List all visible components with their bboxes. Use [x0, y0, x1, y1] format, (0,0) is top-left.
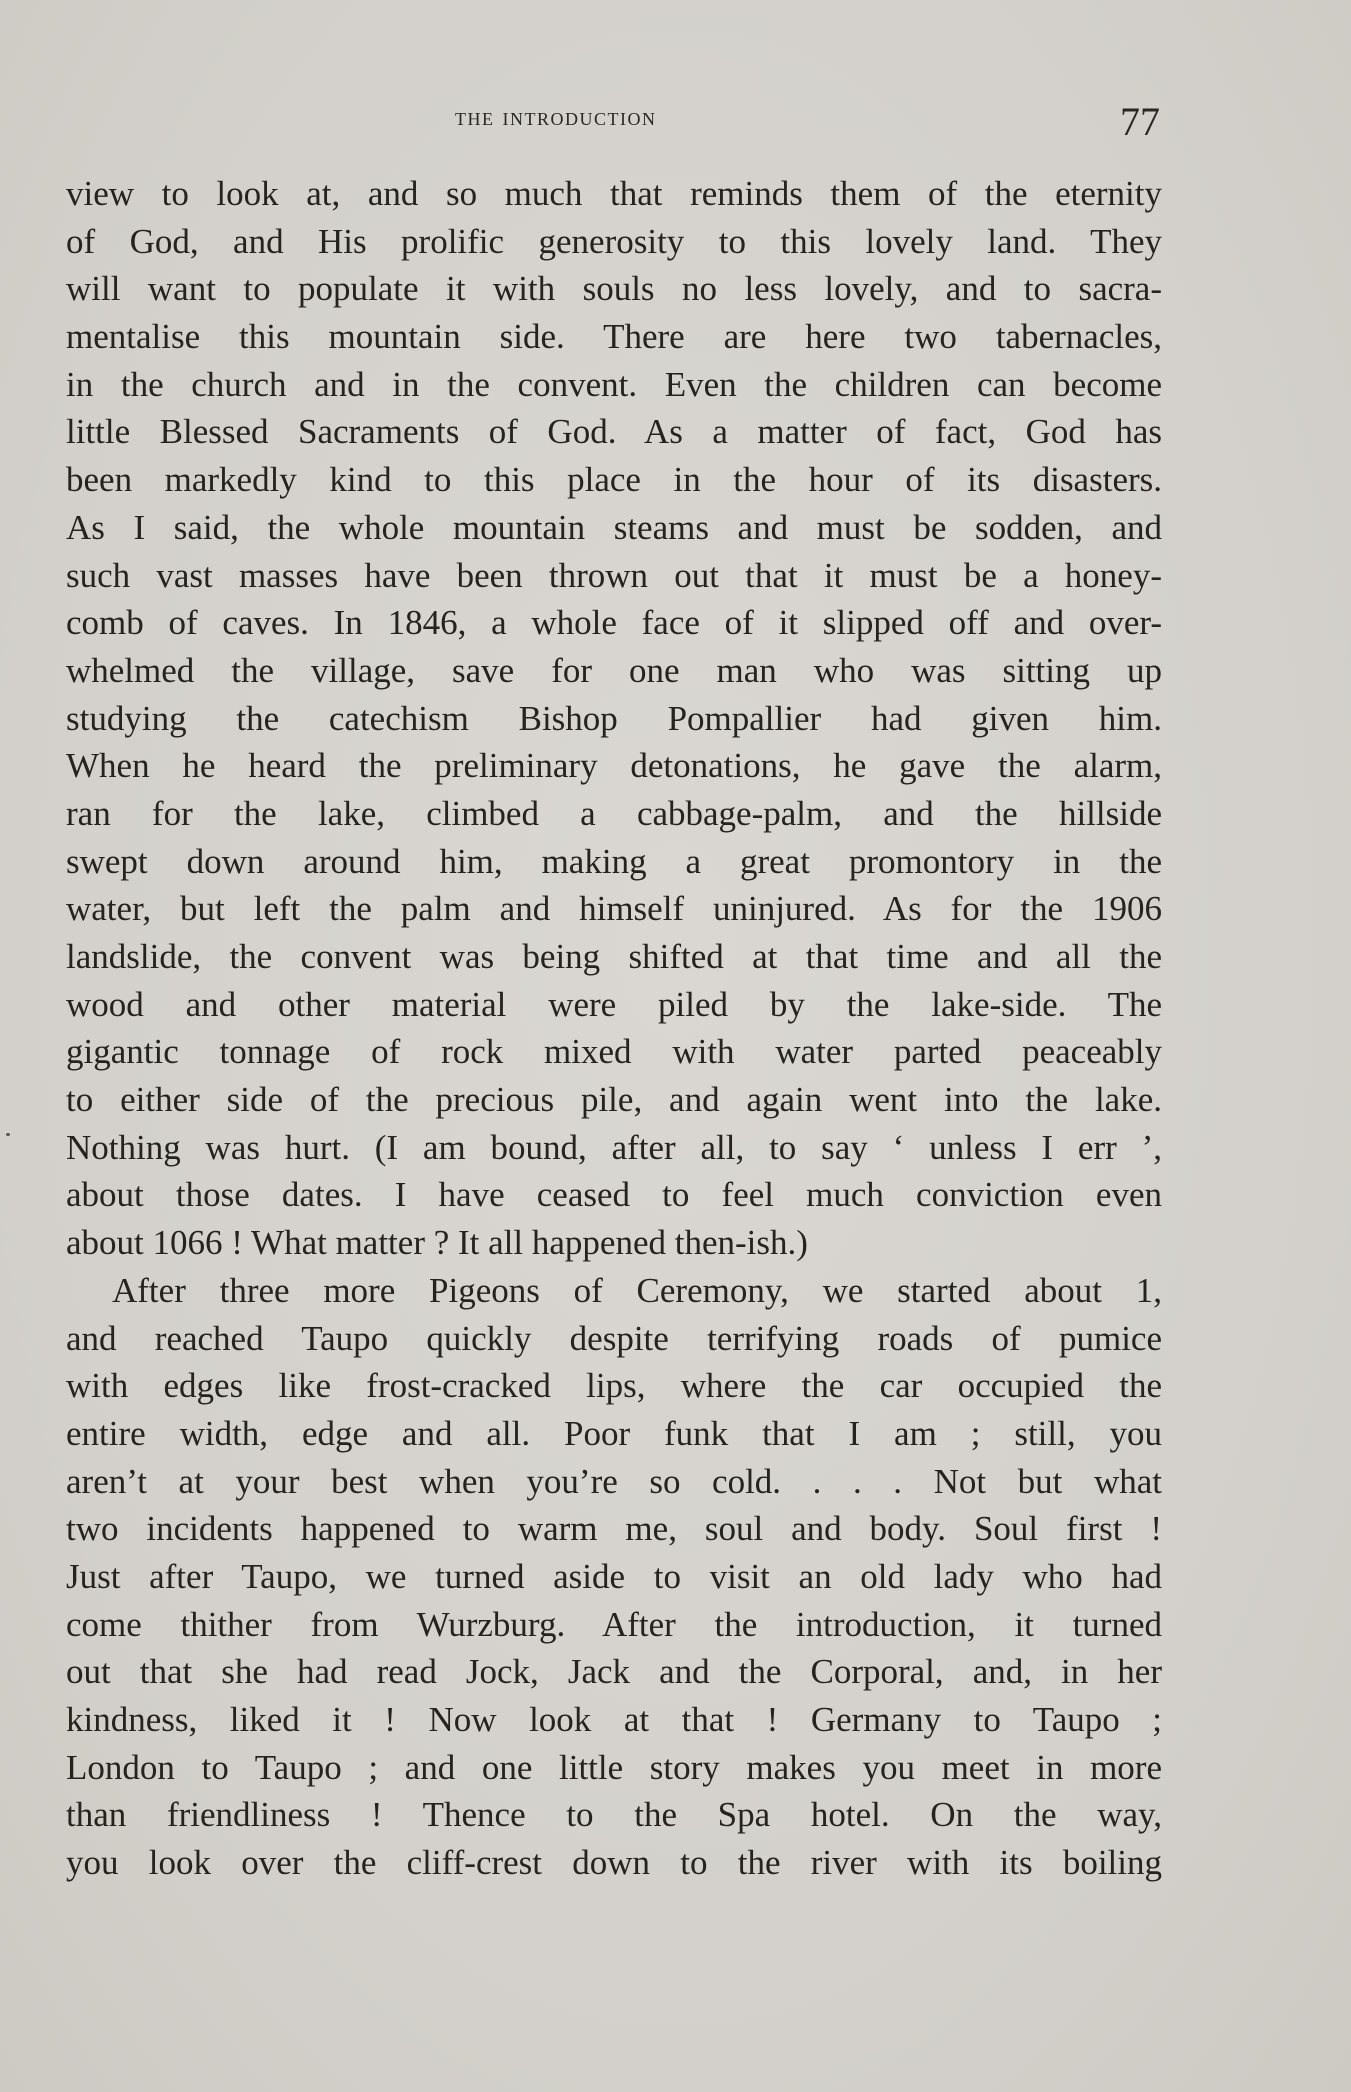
- text-line: gigantic tonnage of rock mixed with water parted peaceably: [66, 1032, 1162, 1072]
- text-line: to either side of the precious pile, and again went into the lake.: [66, 1080, 1162, 1120]
- text-line: whelmed the village, save for one man who was sitting up: [66, 650, 1162, 690]
- text-line: about those dates. I have ceased to feel much conviction even: [66, 1175, 1162, 1215]
- text-line: landslide, the convent was being shifted at that time and all the: [66, 937, 1162, 976]
- text-line: swept down around him, making a great promontory in the: [66, 841, 1162, 881]
- text-line: water, but left the palm and himself uninjured. As for the 1906: [66, 889, 1162, 929]
- text-line: in the church and in the convent. Even the children can become: [66, 364, 1162, 404]
- text-line: mentalise this mountain side. There are here two tabernacles,: [66, 317, 1162, 357]
- text-line: kindness, liked it ! Now look at that ! Germany to Taupo ;: [66, 1700, 1162, 1739]
- text-line: about 1066 ! What matter ? It all happened then-ish.): [66, 1223, 808, 1263]
- paper-speck: [6, 1133, 10, 1136]
- text-line: come thither from Wurzburg. After the introduction, it turned: [66, 1604, 1162, 1644]
- text-line: comb of caves. In 1846, a whole face of it slipped off and over-: [66, 603, 1162, 643]
- text-line: of God, and His prolific generosity to this lovely land. They: [66, 221, 1162, 261]
- text-line: will want to populate it with souls no less lovely, and to sacra-: [66, 269, 1162, 309]
- text-line: Nothing was hurt. (I am bound, after all, to say ‘ unless I err ’,: [66, 1127, 1162, 1167]
- text-line: view to look at, and so much that reminds them of the eternity: [66, 174, 1162, 213]
- text-line: you look over the cliff-crest down to the river with its boiling: [66, 1843, 1162, 1883]
- page-number: 77: [1120, 99, 1160, 144]
- text-line: and reached Taupo quickly despite terrifying roads of pumice: [66, 1318, 1162, 1358]
- text-line: studying the catechism Bishop Pompallier had given him.: [66, 698, 1162, 738]
- text-line: than friendliness ! Thence to the Spa hotel. On the way,: [66, 1795, 1162, 1835]
- text-line: When he heard the preliminary detonations, he gave the alarm,: [66, 746, 1162, 786]
- text-line: been markedly kind to this place in the hour of its disasters.: [66, 460, 1162, 500]
- text-line: London to Taupo ; and one little story makes you meet in more: [66, 1747, 1162, 1787]
- running-head: the introduction: [455, 102, 657, 131]
- text-line: ran for the lake, climbed a cabbage-palm, and the hillside: [66, 793, 1162, 833]
- text-line: such vast masses have been thrown out that it must be a honey-: [66, 555, 1162, 595]
- text-line: Just after Taupo, we turned aside to visit an old lady who had: [66, 1556, 1162, 1596]
- text-line: with edges like frost-cracked lips, where the car occupied the: [66, 1366, 1162, 1406]
- text-line: little Blessed Sacraments of God. As a matter of fact, God has: [66, 412, 1162, 452]
- body-text: [66, 170, 1162, 1887]
- text-line: two incidents happened to warm me, soul and body. Soul first !: [66, 1509, 1162, 1549]
- text-line: out that she had read Jock, Jack and the Corporal, and, in her: [66, 1652, 1162, 1692]
- text-line: aren’t at your best when you’re so cold. . . . Not but what: [66, 1461, 1162, 1501]
- paragraph-start-line: After three more Pigeons of Ceremony, we started about 1,: [112, 1270, 1162, 1310]
- text-line: entire width, edge and all. Poor funk that I am ; still, you: [66, 1413, 1162, 1453]
- text-line: As I said, the whole mountain steams and must be sodden, and: [66, 507, 1162, 547]
- text-line: wood and other material were piled by the lake-side. The: [66, 984, 1162, 1024]
